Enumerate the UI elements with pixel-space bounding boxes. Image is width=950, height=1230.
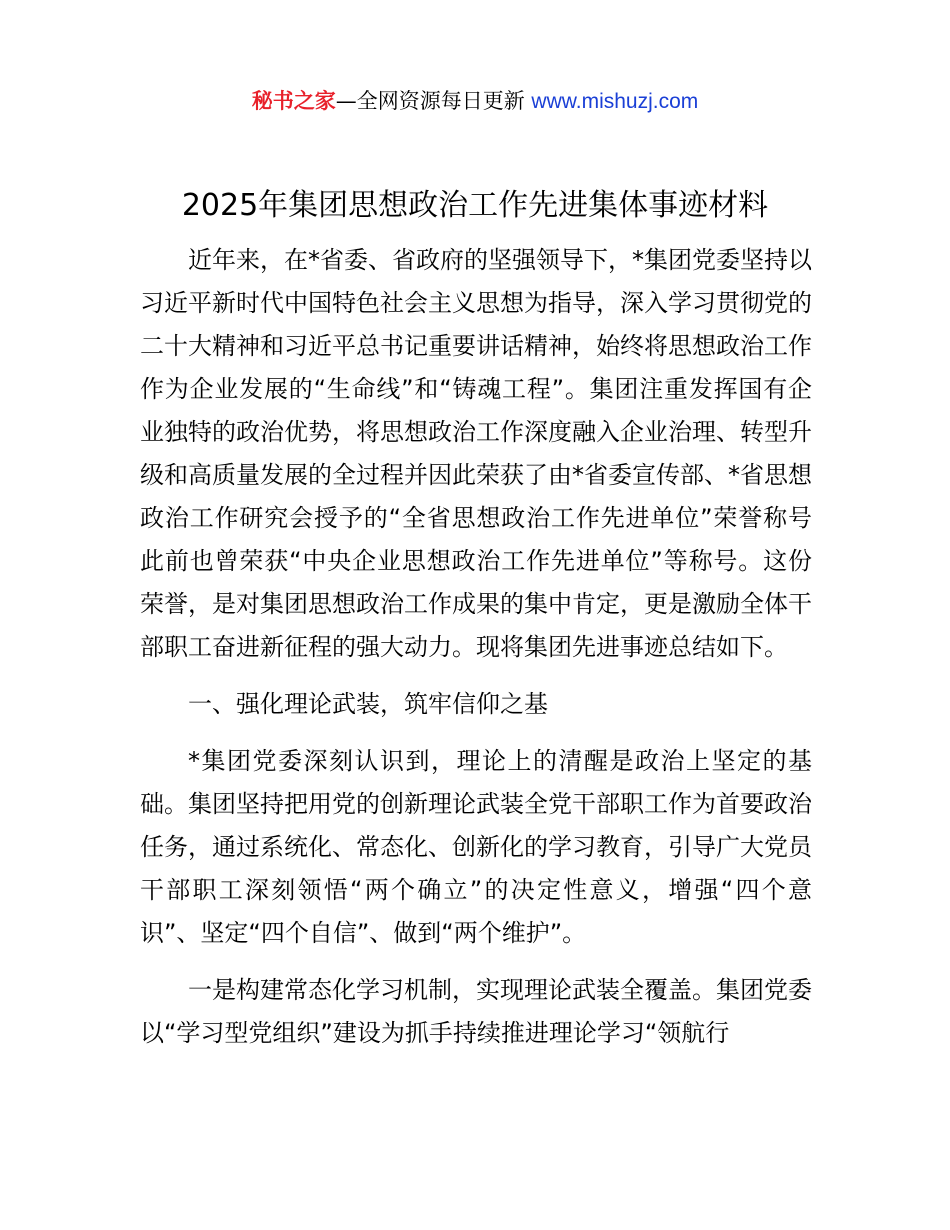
header-brand: 秘书之家 [251, 89, 336, 113]
paragraph-intro: 近年来，在*省委、省政府的坚强领导下，*集团党委坚持以习近平新时代中国特色社会主义思想为指导，深入学习贯彻党的二十大精神和习近平总书记重要讲话精神，始终将思想政治工作作为企业发展的“生命线”和“铸魂工程”。集团注重发挥国有企业独特的政治优势，将思想政治工作深度融入企业治理、转型升级和高质量发展的全过程并因此荣获了由*省委宣传部、*省思想政治工作研究会授予的“全省思想政治工作先进单位”荣誉称号此前也曾荣获“中央企业思想政治工作先进单位”等称号。这份荣誉，是对集团思想政治工作成果的集中肯定，更是激励全体干部职工奋进新征程的强大动力。现将集团先进事迹总结如下。 [140, 246, 812, 661]
paragraph-section-1: *集团党委深刻认识到，理论上的清醒是政治上坚定的基础。集团坚持把用党的创新理论武装全党干部职工作为首要政治任务，通过系统化、常态化、创新化的学习教育，引导广大党员干部职工深刻领悟“两个确立”的决定性意义，增强“四个意识”、坚定“四个自信”、做到“两个维护”。 [140, 747, 812, 947]
header-site-link[interactable]: www.mishuzj.com [531, 90, 699, 113]
paragraph-item-1: 一是构建常态化学习机制，实现理论武装全覆盖。集团党委以“学习型党组织”建设为抓手持续推进理论学习“领航行 [140, 976, 812, 1047]
section-heading-1: 一、强化理论武装，筑牢信仰之基 [188, 690, 548, 718]
document-body [140, 239, 812, 1069]
header-tagline: —全网资源每日更新 [335, 89, 525, 113]
document-title: 2025年集团思想政治工作先进集体事迹材料 [181, 188, 769, 223]
page-header [0, 86, 950, 117]
